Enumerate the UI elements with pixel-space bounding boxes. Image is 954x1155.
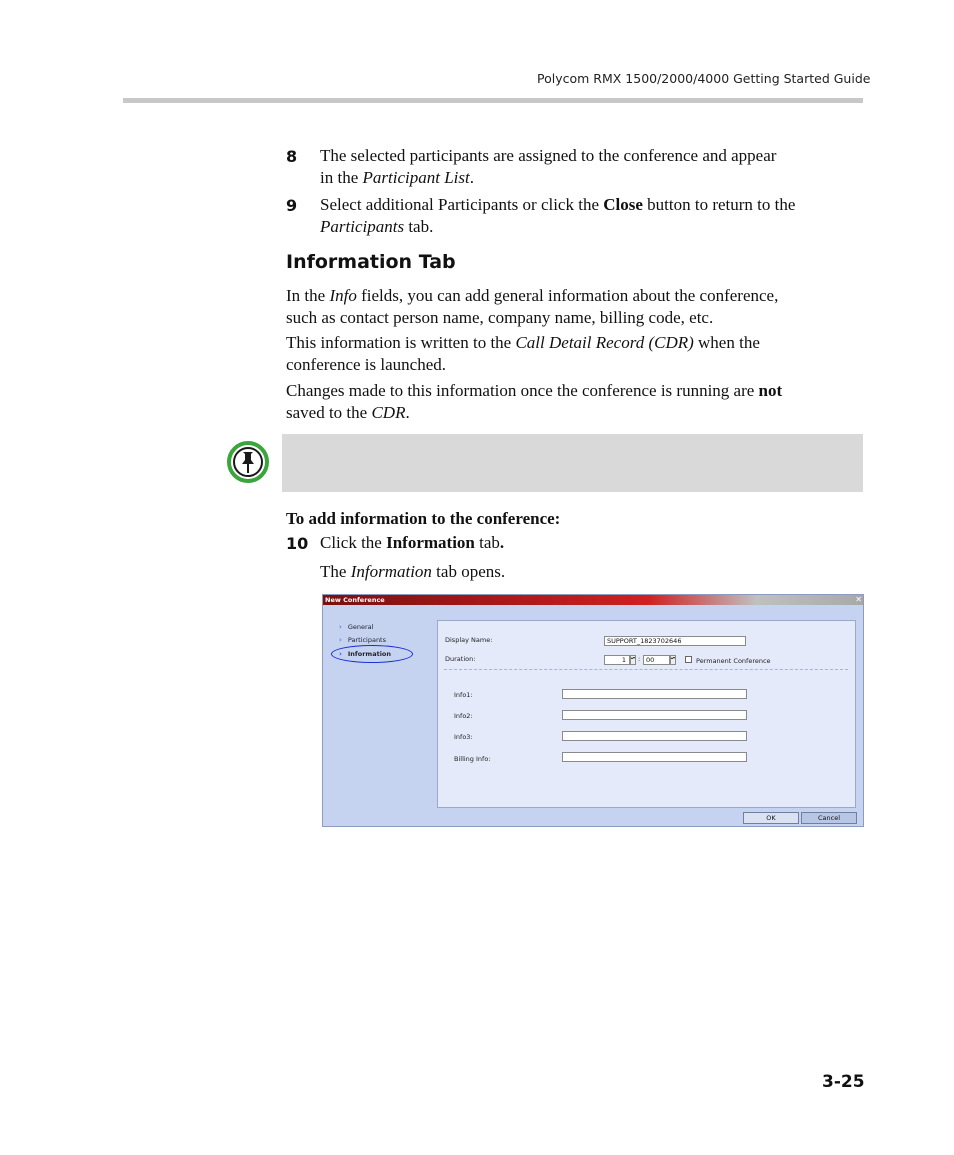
text: tab.: [404, 217, 434, 236]
nav-label: Information: [347, 650, 392, 658]
paragraph-1-line-2: such as contact person name, company name, billing code, etc.: [286, 308, 714, 327]
header-rule: [123, 98, 863, 103]
step-number: 10: [286, 534, 309, 553]
step-10-result: [320, 561, 505, 583]
step-8-line-1: The selected participants are assigned to the conference and appear: [320, 146, 777, 165]
term: Info: [329, 286, 357, 305]
term: Information: [386, 533, 475, 552]
step-number: 8: [286, 147, 298, 166]
spin-icon[interactable]: ▴▾: [670, 655, 676, 665]
paragraph-2-line-1: [286, 332, 760, 354]
text: The: [320, 562, 351, 581]
step-8-line-2: [320, 167, 474, 189]
cancel-button[interactable]: Cancel: [801, 812, 857, 824]
spin-icon[interactable]: ▴▾: [630, 655, 636, 665]
time-separator: :: [638, 655, 641, 663]
text: Select additional Participants or click the: [320, 195, 604, 214]
info3-field[interactable]: [562, 731, 747, 741]
ok-button[interactable]: OK: [743, 812, 799, 824]
note-box: [282, 434, 863, 492]
paragraph-2-line-2: conference is launched.: [286, 355, 446, 374]
chevron-right-icon: ›: [339, 623, 342, 631]
term: Close: [603, 195, 643, 214]
paragraph-3-line-1: [286, 380, 782, 402]
duration-label: Duration:: [445, 655, 476, 663]
text: in the: [320, 168, 363, 187]
information-panel: [437, 620, 856, 808]
running-header: Polycom RMX 1500/2000/4000 Getting Started Guide: [537, 71, 871, 86]
text: .: [499, 533, 505, 552]
billing-info-label: Billing Info:: [454, 755, 491, 763]
nav-label: Participants: [347, 636, 386, 644]
procedure-heading: To add information to the conference:: [286, 509, 561, 528]
permanent-conference-checkbox[interactable]: [685, 656, 692, 663]
nav-label: General: [347, 623, 374, 631]
text: saved to the: [286, 403, 372, 422]
dialog-title-bar: [323, 595, 864, 605]
nav-item-general[interactable]: [339, 623, 373, 631]
divider: [444, 669, 848, 670]
step-number: 9: [286, 196, 298, 215]
chevron-right-icon: ›: [339, 636, 342, 644]
text: when the: [693, 333, 760, 352]
term: not: [758, 381, 783, 400]
info2-field[interactable]: [562, 710, 747, 720]
dialog-title: New Conference: [325, 596, 385, 604]
term: Participants: [320, 217, 405, 236]
term: CDR: [371, 403, 406, 422]
display-name-label: Display Name:: [445, 636, 493, 644]
text: fields, you can add general information about the conference,: [356, 286, 779, 305]
text: Click the: [320, 533, 387, 552]
section-title: Information Tab: [286, 251, 456, 273]
text: tab opens.: [431, 562, 506, 581]
text: .: [405, 403, 410, 422]
step-9-line-1: [320, 194, 795, 216]
display-name-field[interactable]: SUPPORT_1823702646: [604, 636, 746, 646]
nav-item-participants[interactable]: [339, 636, 386, 644]
billing-info-field[interactable]: [562, 752, 747, 762]
term: Participant List: [362, 168, 470, 187]
text: Changes made to this information once the conference is running are: [286, 381, 759, 400]
info1-field[interactable]: [562, 689, 747, 699]
pushpin-icon: [226, 440, 270, 484]
chevron-right-icon: ›: [339, 650, 342, 658]
close-icon[interactable]: ✕: [855, 595, 862, 604]
text: In the: [286, 286, 330, 305]
text: button to return to the: [642, 195, 796, 214]
paragraph-1-line-1: [286, 285, 778, 307]
duration-minutes-field[interactable]: 00: [643, 655, 670, 665]
info1-label: Info1:: [454, 691, 473, 699]
text: This information is written to the: [286, 333, 516, 352]
permanent-conference-label: Permanent Conference: [696, 657, 771, 665]
page-number: 3-25: [822, 1072, 865, 1092]
text: tab: [474, 533, 500, 552]
paragraph-3-line-2: [286, 402, 410, 424]
term: Information: [350, 562, 432, 581]
step-10-text: [320, 532, 504, 554]
info2-label: Info2:: [454, 712, 473, 720]
duration-hours-field[interactable]: 1: [604, 655, 630, 665]
highlight-oval: [331, 645, 413, 663]
new-conference-dialog: [322, 594, 864, 827]
info3-label: Info3:: [454, 733, 473, 741]
step-9-line-2: [320, 216, 433, 238]
term: Call Detail Record (CDR): [515, 333, 694, 352]
text: .: [469, 168, 474, 187]
